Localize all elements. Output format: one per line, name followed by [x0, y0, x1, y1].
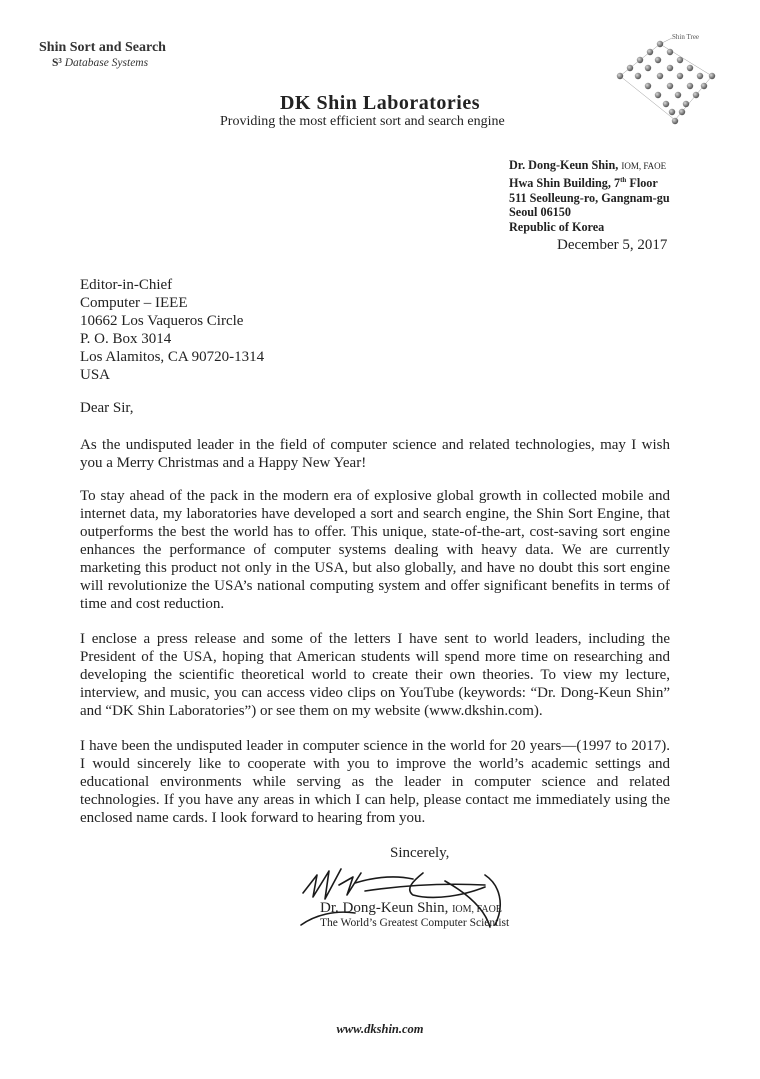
recipient-line: P. O. Box 3014	[80, 331, 172, 347]
brand-db: Database Systems	[64, 57, 149, 69]
lab-tagline: Providing the most efficient sort and search engine	[220, 114, 505, 129]
brand-name: Shin Sort and Search	[39, 40, 166, 55]
brand-s3: S³	[52, 57, 62, 69]
paragraph-4: I have been the undisputed leader in computer science in the world for 20 years—(1997 to 2017). I would sincerely like to cooperate with you to improve the world’s academic settings and educational environments while serving as the leader in computer science and related technologies. If you have any areas in which I can help, please contact me immediately using the enclosed name cards. I look forward to hearing from you.	[80, 738, 670, 826]
closing: Sincerely,	[390, 845, 450, 861]
recipient-line: Los Alamitos, CA 90720-1314	[80, 349, 265, 365]
sender-country: Republic of Korea	[509, 219, 605, 234]
signatory-title: The World’s Greatest Computer Scientist	[320, 917, 510, 929]
sender-building	[509, 173, 670, 190]
sender-city: Seoul 06150	[509, 205, 571, 220]
lab-title: DK Shin Laboratories	[279, 92, 481, 114]
logo-label: Shin Tree	[672, 33, 700, 41]
signatory-credentials: IOM, FAOE	[452, 904, 502, 915]
sender-address	[509, 158, 670, 234]
footer-website: www.dkshin.com	[336, 1022, 424, 1036]
brand-subtitle	[52, 57, 148, 69]
sender-street: 511 Seolleung-ro, Gangnam-gu	[509, 190, 670, 205]
shin-tree-logo-icon	[612, 32, 717, 132]
sender-building-text: Hwa Shin Building, 7	[509, 176, 621, 191]
paragraph-1: As the undisputed leader in the field of computer science and related technologies, may I wish you a Merry Christmas and a Happy New Year!	[80, 437, 670, 471]
sender-floor-word: Floor	[626, 176, 658, 191]
paragraph-2: To stay ahead of the pack in the modern era of explosive global growth in collected mobile and internet data, my laboratories have developed a sort and search engine, the Shin Sort Engine, that outperforms the best the world has to offer. This unique, state-of-the-art, cost-saving sort engine enhances the performance of computer systems dealing with heavy data. We are currently marketing this product not only in the USA, but also globally, and have no doubt this sort engine will revolutionize the USA’s national computing system and offer significant benefits in terms of time and cost reduction.	[80, 488, 670, 612]
recipient-line: 10662 Los Vaqueros Circle	[80, 313, 244, 329]
recipient-address	[80, 276, 264, 384]
sender-name: Dr. Dong-Keun Shin,	[509, 158, 619, 172]
paragraph-3: I enclose a press release and some of the letters I have sent to world leaders, including the President of the USA, hoping that American students will spend more time on researching and developing the scientific theoretical world to create their own theories. To view my lecture, interview, and music, you can access video clips on YouTube (keywords: “Dr. Dong-Keun Shin” and “DK Shin Laboratories”) or see them on my website (www.dkshin.com).	[80, 631, 670, 719]
recipient-line: USA	[80, 367, 111, 383]
signatory-name-text: Dr. Dong-Keun Shin,	[320, 900, 449, 916]
recipient-line: Computer – IEEE	[80, 295, 188, 311]
letter-date: December 5, 2017	[557, 237, 668, 253]
sender-credentials: IOM, FAOE	[621, 161, 667, 171]
signatory-name	[320, 900, 502, 917]
recipient-line: Editor-in-Chief	[80, 277, 173, 293]
sender-floor-sup: th	[620, 176, 627, 185]
greeting: Dear Sir,	[80, 400, 134, 416]
sender-name-line	[509, 158, 670, 173]
